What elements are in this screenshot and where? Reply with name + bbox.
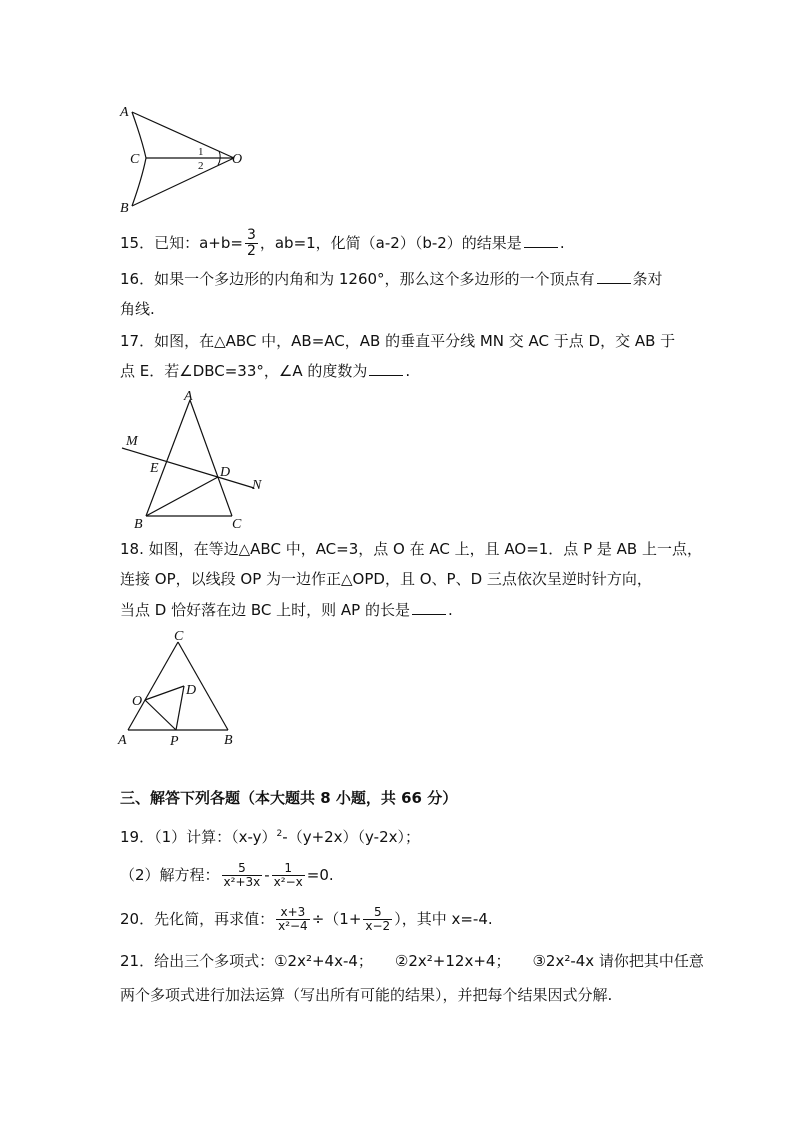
q17-text-line2-a: 点 E．若∠DBC=33°，∠A 的度数为	[120, 362, 368, 380]
segment-bo	[132, 158, 234, 206]
q19-minus: -	[264, 866, 270, 884]
q21-text-b: ②2x²+12x+4；	[394, 952, 511, 970]
q21-text-a: 21．给出三个多项式：①2x²+4x-4；	[120, 952, 373, 970]
q20-fraction-2	[363, 906, 392, 933]
q18-answer-blank[interactable]	[412, 600, 446, 615]
label-a: A	[184, 389, 193, 404]
label-angle-1: 1	[198, 146, 204, 158]
q16-answer-blank[interactable]	[597, 269, 631, 284]
q19-part2-b: =0.	[306, 866, 334, 884]
q19-fraction-1	[222, 862, 263, 889]
figure-angle-aob-svg	[112, 100, 252, 215]
question-21-line-1	[120, 950, 704, 972]
line-mn	[122, 448, 254, 488]
q20-suffix: ），其中 x=-4.	[394, 910, 493, 928]
q18-text-line1: 18. 如图，在等边△ABC 中，AC=3，点 O 在 AC 上，且 AO=1．点 P 是 AB 上一点，	[120, 540, 702, 558]
figure-angle-aob	[112, 100, 252, 215]
label-c: C	[130, 152, 140, 167]
q19-fraction-1-denominator: x²+3x	[223, 875, 261, 889]
label-a: A	[120, 105, 129, 120]
q19-exponent: 2	[276, 829, 283, 839]
label-angle-2: 2	[198, 160, 204, 172]
q17-answer-blank[interactable]	[369, 361, 403, 376]
q19-part1-a: 19．（1）计算：（x-y）	[120, 828, 277, 846]
label-p: P	[170, 734, 179, 749]
label-b: B	[120, 201, 129, 216]
q21-text-c: ③2x²-4x 请你把其中任意	[532, 952, 704, 970]
label-c: C	[232, 517, 242, 532]
segment-od	[145, 686, 184, 700]
label-d: D	[220, 465, 231, 480]
question-20	[120, 906, 493, 933]
figure-triangle-mn	[118, 388, 278, 533]
segment-ac	[190, 400, 232, 516]
figure-triangle-mn-svg	[118, 388, 278, 533]
q20-prefix: 20．先化简，再求值：	[120, 910, 275, 928]
section-3-title: 三、解答下列各题（本大题共 8 小题，共 66 分）	[120, 789, 458, 807]
q20-fraction-2-denominator: x−2	[365, 919, 391, 933]
question-18-line-2	[120, 568, 652, 590]
q20-fraction-1	[276, 906, 310, 933]
q18-text-line3-b: .	[447, 601, 453, 619]
q19-fraction-2-denominator: x²−x	[273, 875, 303, 889]
segment-pd	[176, 686, 184, 730]
section-3-heading	[120, 787, 457, 809]
q16-text-a: 16．如果一个多边形的内角和为 1260°，那么这个多边形的一个顶点有	[120, 270, 595, 288]
label-c: C	[174, 629, 184, 644]
label-a: A	[118, 733, 127, 748]
question-18-line-3	[120, 599, 453, 621]
segment-bd	[146, 477, 218, 516]
q15-fraction-numerator: 3	[246, 227, 256, 243]
question-15	[120, 228, 565, 259]
segment-op	[145, 700, 176, 730]
figure-equilateral-opd	[114, 628, 244, 748]
q15-prefix: 15．已知：a+b=	[120, 234, 243, 252]
question-21-line-2	[120, 984, 612, 1006]
label-n: N	[252, 478, 262, 493]
q15-answer-blank[interactable]	[524, 233, 558, 248]
label-b: B	[134, 517, 143, 532]
q18-text-line2: 连接 OP，以线段 OP 为一边作正△OPD，且 O、P、D 三点依次呈逆时针方向，	[120, 570, 652, 588]
q15-fraction	[245, 228, 258, 259]
question-19-part-2	[120, 862, 334, 889]
q20-mid: ÷（1+	[311, 910, 362, 928]
label-o: O	[232, 152, 243, 167]
label-o: O	[132, 694, 143, 709]
q17-text-line1: 17．如图，在△ABC 中，AB=AC，AB 的垂直平分线 MN 交 AC 于点 D，交 AB 于	[120, 332, 676, 350]
figure-equilateral-opd-svg	[114, 628, 244, 748]
question-17-line-2	[120, 360, 410, 382]
q15-suffix: ，ab=1，化简（a-2）（b-2）的结果是	[259, 234, 522, 252]
q19-part2-a: （2）解方程：	[120, 866, 220, 884]
q19-fraction-1-numerator: 5	[222, 862, 263, 876]
q20-fraction-2-numerator: 5	[363, 906, 392, 920]
segment-ab	[146, 400, 190, 516]
question-16-line-2	[120, 298, 155, 320]
q19-fraction-2-numerator: 1	[272, 862, 305, 876]
segment-ao	[132, 112, 234, 158]
q19-part1-b: -（y+2x）（y-2x）；	[282, 828, 421, 846]
question-18-line-1	[120, 538, 702, 560]
label-b: B	[224, 733, 233, 748]
question-16-line-1	[120, 268, 663, 290]
question-19-part-1	[120, 823, 420, 848]
label-m: M	[126, 434, 138, 449]
q18-text-line3-a: 当点 D 恰好落在边 BC 上时，则 AP 的长是	[120, 601, 410, 619]
label-d: D	[186, 683, 197, 698]
label-e: E	[150, 461, 159, 476]
question-17-line-1	[120, 330, 675, 352]
q21-text-line2: 两个多项式进行加法运算（写出所有可能的结果），并把每个结果因式分解.	[120, 986, 613, 1004]
q16-text-line2: 角线.	[120, 300, 155, 318]
q16-text-b: 条对	[632, 270, 663, 288]
q20-fraction-1-denominator: x²−4	[278, 919, 308, 933]
q17-text-line2-b: .	[405, 362, 411, 380]
q15-fraction-denominator: 2	[246, 243, 256, 259]
q19-fraction-2	[272, 862, 305, 889]
q20-fraction-1-numerator: x+3	[276, 906, 310, 920]
q15-end: .	[559, 234, 565, 252]
segment-ac	[128, 642, 178, 730]
